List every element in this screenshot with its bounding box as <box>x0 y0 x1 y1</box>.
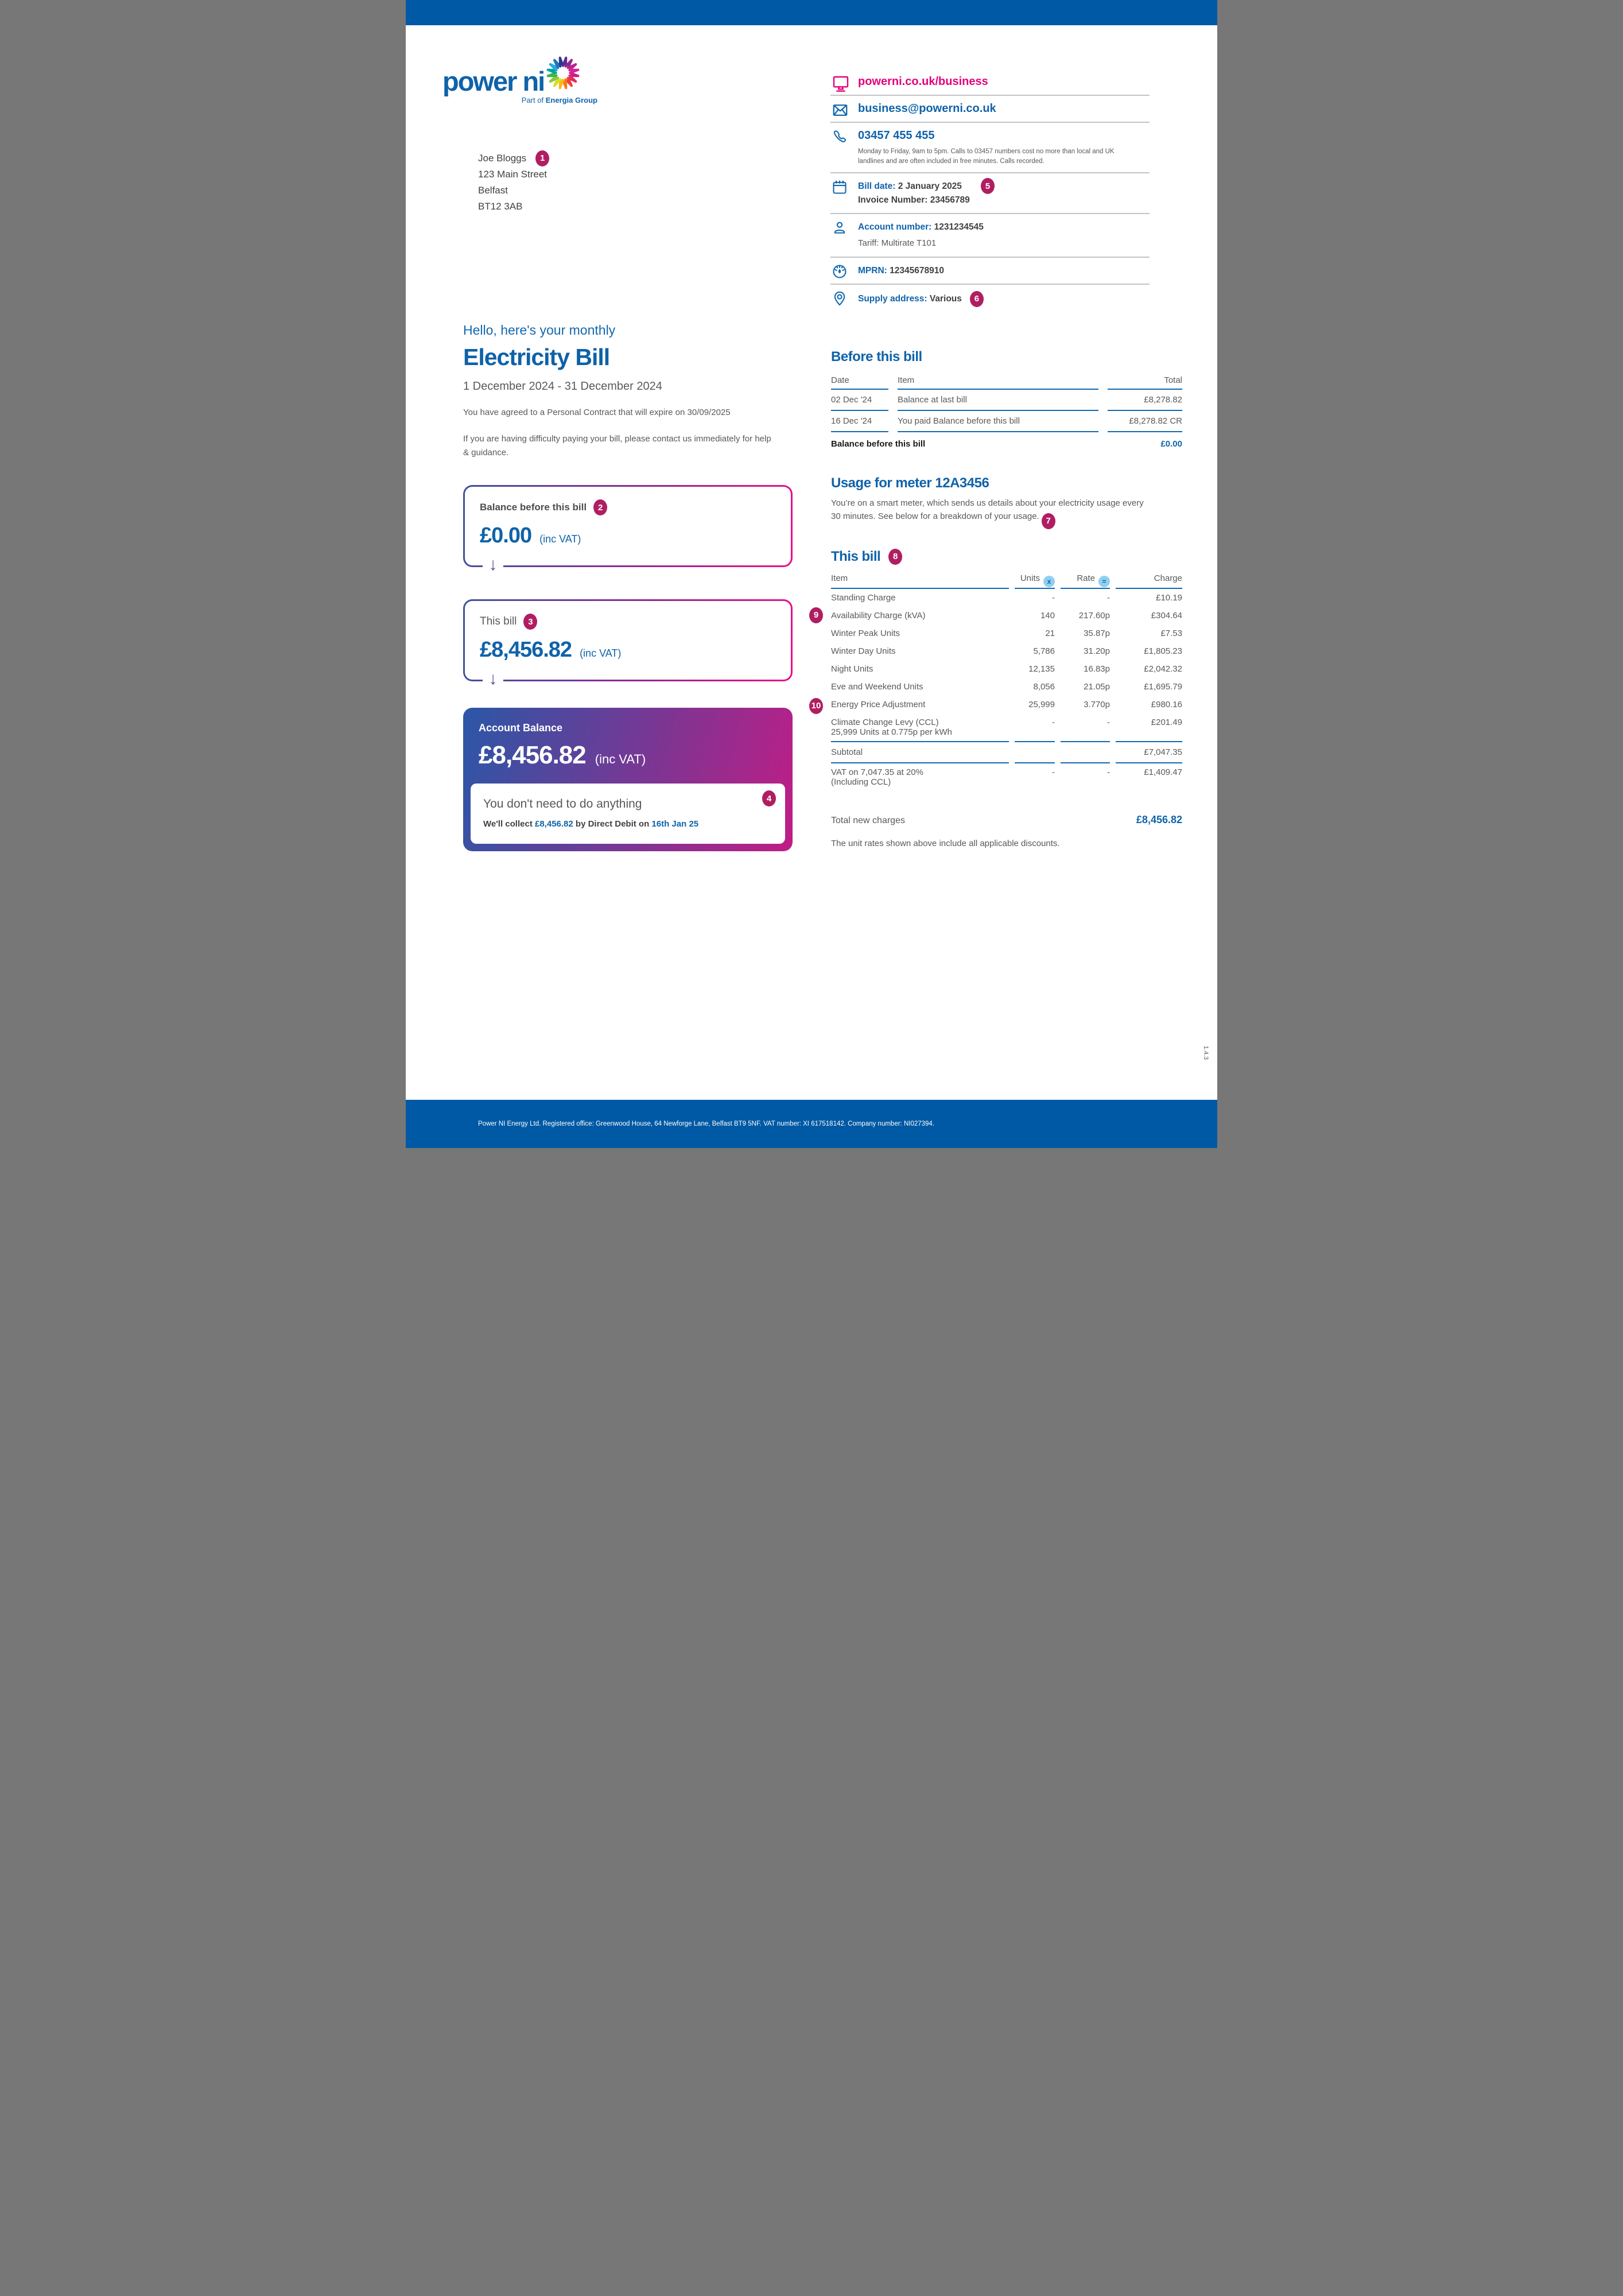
phone-row <box>830 122 1150 172</box>
powerni-logo <box>442 55 603 104</box>
no-action-message: You don't need to do anything <box>483 797 642 810</box>
summary-value: £0.00 <box>1160 439 1182 449</box>
invoice-number: Invoice Number: 23456789 <box>858 195 970 205</box>
website-row <box>830 69 1150 95</box>
usage-paragraph: You’re on a smart meter, which sends us details about your electricity usage every 30 minutes. See below for a breakdown of your usage. 7 <box>831 497 1152 529</box>
table-cell: Winter Peak Units <box>831 628 900 638</box>
account-number-value: 1231234545 <box>931 222 984 232</box>
annotation-badge-10: 10 <box>809 698 823 714</box>
contact-panel <box>830 69 1150 313</box>
total-new-charges <box>831 814 1182 826</box>
account-number-label: Account number: <box>858 222 932 232</box>
total-value: £8,456.82 <box>1136 813 1182 825</box>
address-line: 123 Main Street <box>478 169 548 180</box>
greeting: Hello, here's your monthly <box>463 323 616 338</box>
table-cell: Winter Day Units <box>831 646 896 656</box>
col-header-units: Units x <box>1015 573 1055 589</box>
meter-icon <box>832 263 850 282</box>
this-bill-heading: This bill <box>831 548 881 564</box>
annotation-badge-3: 3 <box>523 614 537 630</box>
contract-note: You have agreed to a Personal Contract that will expire on 30/09/2025 <box>463 408 731 417</box>
equals-icon: = <box>1098 576 1110 587</box>
table-cell: Night Units <box>831 664 873 674</box>
mprn-row <box>830 257 1150 284</box>
right-column <box>811 349 1182 848</box>
bill-date-label: Bill date: <box>858 181 896 192</box>
table-cell: You paid Balance before this bill <box>898 411 1098 432</box>
annotation-badge-1: 1 <box>535 150 549 166</box>
supply-address-row <box>830 284 1150 313</box>
table-cell: Climate Change Levy (CCL) 25,999 Units at 0.775p per kWh <box>831 717 952 737</box>
account-action-card <box>471 784 785 844</box>
summary-label: Balance before this bill <box>831 439 926 449</box>
subtotal-label: Subtotal <box>831 741 1009 763</box>
balance-before-amount: £0.00 <box>480 523 532 548</box>
inc-vat-label: (inc VAT) <box>580 647 622 659</box>
email-row <box>830 95 1150 122</box>
table-cell: Availability Charge (kVA) <box>831 610 926 620</box>
footer-bar <box>406 1100 1217 1148</box>
company-registration-text: Power NI Energy Ltd. Registered office: Greenwood House, 64 Newforge Lane, Belfast BT9 5NF. VAT number: XI 617518142. Company number: NI027394. <box>478 1120 935 1127</box>
logo-wordmark: power ni <box>442 66 545 96</box>
envelope-icon <box>832 102 850 120</box>
mprn-value: 12345678910 <box>887 265 944 276</box>
direct-debit-note: We'll collect £8,456.82 by Direct Debit on 16th Jan 25 <box>483 819 699 829</box>
col-header-charge: Charge <box>1116 573 1182 589</box>
collect-date: 16th Jan 25 <box>651 819 699 829</box>
account-balance-label: Account Balance <box>479 722 563 734</box>
charges-table: Item Units x Rate = Charge Standing Charge - - £10.19 Availability Charge (kVA) 140 217.60p £304.64 Winter Peak Units 21 35.87p £7.53 Winter Day Units 5,786 31.20p £1,805.23 Night Units 12,135 16.83p £2,042.32 Eve and Weekend Units 8,056 21.05p £1,695.79 Energy Price Adjustment 25,999 3.770p £980.16 Climate Change Levy (CCL) 25,999 Units at 0.775p per kWh - - £201.49 Subtotal £7,047.35 VAT on 7,047.35 at 20% (Including CCL) - - £1,409.47 <box>831 573 1182 791</box>
phone-link[interactable]: 03457 455 455 <box>858 129 935 142</box>
table-cell: 16 Dec '24 <box>831 411 888 432</box>
this-bill-box <box>463 599 793 688</box>
this-bill-amount: £8,456.82 <box>480 638 572 662</box>
top-bar <box>406 0 1217 25</box>
supply-address-value: Various <box>927 293 962 304</box>
recipient-name: Joe Bloggs <box>478 153 527 164</box>
balance-before-label: Balance before this bill <box>480 502 587 513</box>
email-link[interactable]: business@powerni.co.uk <box>858 102 996 115</box>
col-header-item: Item <box>898 375 1098 390</box>
subtotal-value: £7,047.35 <box>1116 741 1182 763</box>
annotation-badge-7: 7 <box>1042 513 1055 529</box>
table-cell: £8,278.82 <box>1108 390 1182 411</box>
down-arrow-icon: ↓ <box>483 554 503 579</box>
person-icon <box>832 220 850 238</box>
recipient-address <box>478 150 549 215</box>
down-arrow-icon: ↓ <box>483 669 503 693</box>
website-link[interactable]: powerni.co.uk/business <box>858 75 988 88</box>
annotation-badge-8: 8 <box>888 549 902 565</box>
calendar-icon <box>832 179 850 197</box>
difficulty-note: If you are having difficulty paying your bill, please contact us immediately for help & guidance. <box>463 434 771 457</box>
account-balance-box <box>463 708 793 851</box>
address-line: BT12 3AB <box>478 201 523 212</box>
collect-amount: £8,456.82 <box>535 819 573 829</box>
total-label: Total new charges <box>831 815 905 825</box>
annotation-badge-6: 6 <box>970 291 984 307</box>
col-header-rate: Rate = <box>1061 573 1110 589</box>
left-column <box>463 323 793 851</box>
inc-vat-label: (inc VAT) <box>539 533 581 545</box>
col-header-item: Item <box>831 573 1009 589</box>
starburst-logo-icon <box>545 55 581 91</box>
this-bill-label: This bill <box>480 615 517 627</box>
billing-period: 1 December 2024 - 31 December 2024 <box>463 380 662 393</box>
annotation-badge-5: 5 <box>981 178 995 194</box>
table-cell: Eve and Weekend Units <box>831 681 923 692</box>
vat-item: VAT on 7,047.35 at 20% (Including CCL) <box>831 767 923 787</box>
mprn-label: MPRN: <box>858 265 887 276</box>
bill-date-value: 2 January 2025 <box>895 181 962 192</box>
annotation-badge-9: 9 <box>809 607 823 623</box>
inc-vat-label: (inc VAT) <box>595 752 646 766</box>
account-balance-amount: £8,456.82 <box>479 741 586 769</box>
table-cell: £8,278.82 CR <box>1108 411 1182 432</box>
rates-note: The unit rates shown above include all applicable discounts. <box>831 838 1060 848</box>
charges-table-wrap <box>811 573 1182 848</box>
phone-note: Monday to Friday, 9am to 5pm. Calls to 03457 numbers cost no more than local and UK landlines and are often included in free minutes. Calls recorded. <box>858 148 1115 165</box>
balance-before-box <box>463 485 793 574</box>
col-header-total: Total <box>1108 375 1182 390</box>
before-bill-table <box>831 375 1182 432</box>
bill-page <box>406 0 1217 1148</box>
table-cell: 02 Dec '24 <box>831 390 888 411</box>
vat-charge: £1,409.47 <box>1144 767 1182 777</box>
table-cell: Energy Price Adjustment <box>831 699 926 709</box>
logo-subtitle: Part of Energia Group <box>521 96 597 104</box>
tariff: Tariff: Multirate T101 <box>858 238 937 249</box>
supply-address-label: Supply address: <box>858 293 927 304</box>
table-cell: Standing Charge <box>831 592 896 603</box>
location-pin-icon <box>832 290 850 309</box>
usage-heading: Usage for meter 12A3456 <box>831 475 989 491</box>
address-line: Belfast <box>478 185 508 196</box>
col-header-date: Date <box>831 375 888 390</box>
account-number-row <box>830 213 1150 257</box>
annotation-badge-4: 4 <box>762 790 776 806</box>
multiply-icon: x <box>1043 576 1055 587</box>
bill-date-row <box>830 172 1150 213</box>
version-number: 1.4.3 <box>1202 1045 1209 1060</box>
balance-before-summary <box>831 439 1182 449</box>
table-cell: Balance at last bill <box>898 390 1098 411</box>
page-title: Electricity Bill <box>463 344 610 370</box>
monitor-icon <box>832 75 850 93</box>
phone-icon <box>832 129 850 147</box>
annotation-badge-2: 2 <box>593 499 607 515</box>
before-bill-heading: Before this bill <box>831 349 922 364</box>
